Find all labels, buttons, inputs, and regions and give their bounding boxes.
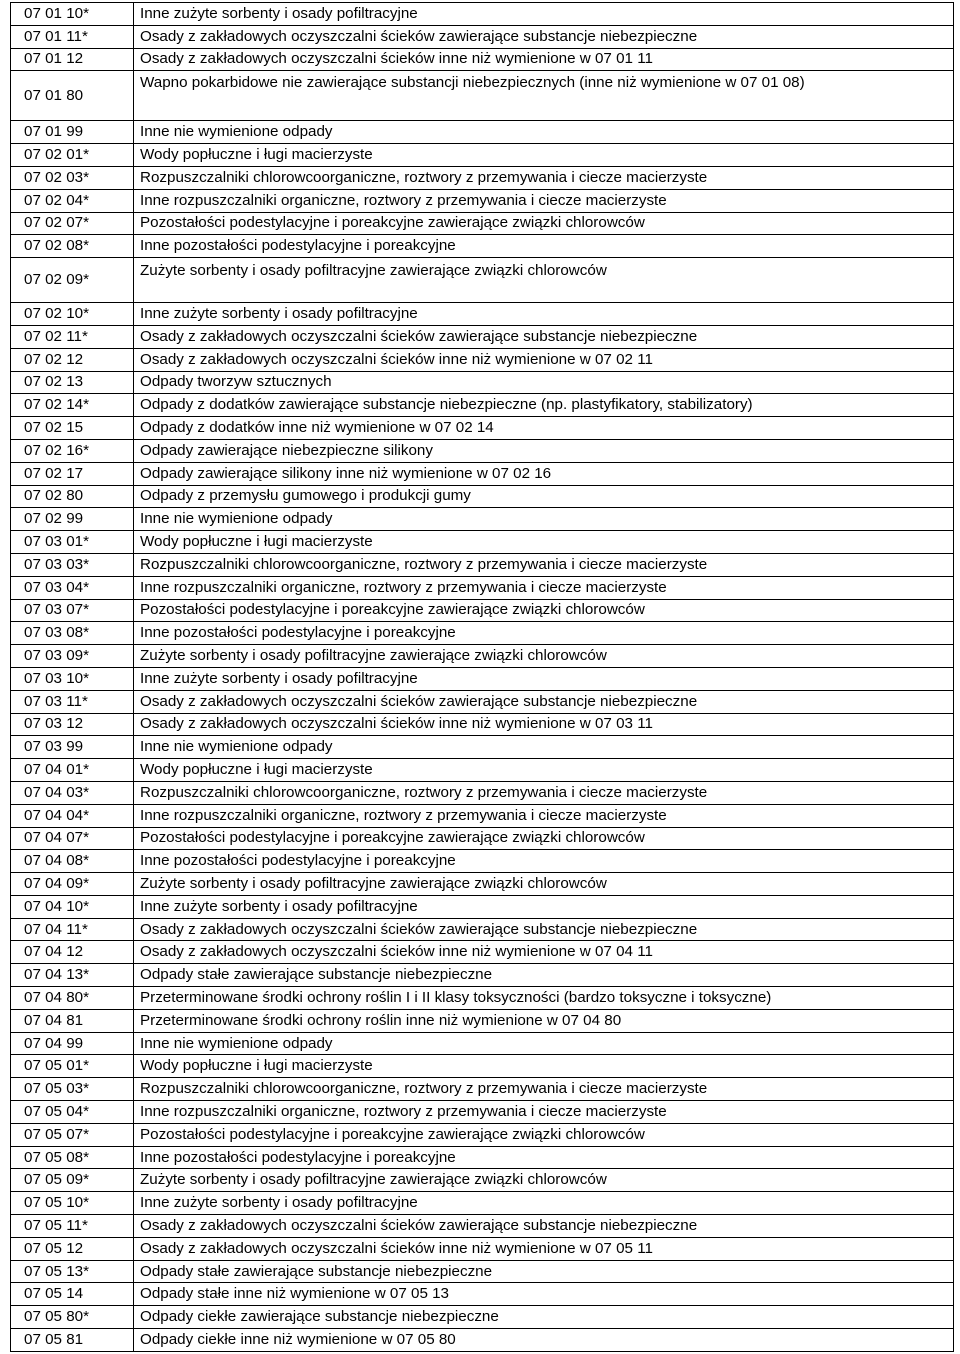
- table-row: [11, 599, 954, 622]
- waste-description-cell: Rozpuszczalniki chlorowcoorganiczne, roztwory z przemywania i ciecze macierzyste: [134, 166, 954, 189]
- table-row: [11, 371, 954, 394]
- table-row: [11, 645, 954, 668]
- table-row: [11, 1329, 954, 1352]
- waste-code-cell: 07 02 17: [11, 462, 134, 485]
- waste-code-cell: 07 05 08*: [11, 1146, 134, 1169]
- table-row: [11, 235, 954, 258]
- waste-code-cell: 07 02 16*: [11, 439, 134, 462]
- table-row: [11, 736, 954, 759]
- waste-code-cell: 07 01 12: [11, 48, 134, 71]
- waste-description-cell: Osady z zakładowych oczyszczalni ścieków inne niż wymienione w 07 01 11: [134, 48, 954, 71]
- waste-code-cell: 07 02 09*: [11, 258, 134, 303]
- waste-code-cell: 07 05 12: [11, 1237, 134, 1260]
- table-row: [11, 827, 954, 850]
- waste-code-cell: 07 05 01*: [11, 1055, 134, 1078]
- waste-code-cell: 07 03 99: [11, 736, 134, 759]
- waste-description-cell: Inne rozpuszczalniki organiczne, roztwory z przemywania i ciecze macierzyste: [134, 576, 954, 599]
- waste-code-cell: 07 04 11*: [11, 918, 134, 941]
- table-row: [11, 622, 954, 645]
- waste-code-cell: 07 02 80: [11, 485, 134, 508]
- waste-code-table-body: [11, 3, 954, 1352]
- waste-description-cell: Osady z zakładowych oczyszczalni ścieków zawierające substancje niebezpieczne: [134, 325, 954, 348]
- waste-code-cell: 07 02 13: [11, 371, 134, 394]
- waste-description-cell: Pozostałości podestylacyjne i poreakcyjne zawierające związki chlorowców: [134, 1123, 954, 1146]
- table-row: [11, 1283, 954, 1306]
- waste-code-cell: 07 04 12: [11, 941, 134, 964]
- waste-description-cell: Inne rozpuszczalniki organiczne, roztwory z przemywania i ciecze macierzyste: [134, 189, 954, 212]
- waste-description-cell: Osady z zakładowych oczyszczalni ścieków zawierające substancje niebezpieczne: [134, 690, 954, 713]
- table-row: [11, 987, 954, 1010]
- waste-code-cell: 07 03 04*: [11, 576, 134, 599]
- table-row: [11, 1169, 954, 1192]
- waste-description-cell: Pozostałości podestylacyjne i poreakcyjne zawierające związki chlorowców: [134, 212, 954, 235]
- table-row: [11, 1032, 954, 1055]
- waste-code-cell: 07 04 01*: [11, 759, 134, 782]
- table-row: [11, 121, 954, 144]
- table-row: [11, 690, 954, 713]
- table-row: [11, 439, 954, 462]
- waste-description-cell: Inne zużyte sorbenty i osady pofiltracyjne: [134, 1192, 954, 1215]
- waste-code-cell: 07 05 09*: [11, 1169, 134, 1192]
- waste-code-cell: 07 04 03*: [11, 781, 134, 804]
- waste-description-cell: Inne rozpuszczalniki organiczne, roztwory z przemywania i ciecze macierzyste: [134, 1101, 954, 1124]
- table-row: [11, 1306, 954, 1329]
- waste-description-cell: Pozostałości podestylacyjne i poreakcyjne zawierające związki chlorowców: [134, 827, 954, 850]
- waste-description-cell: Odpady stałe zawierające substancje niebezpieczne: [134, 1260, 954, 1283]
- waste-code-cell: 07 03 03*: [11, 553, 134, 576]
- waste-description-cell: Osady z zakładowych oczyszczalni ścieków inne niż wymienione w 07 02 11: [134, 348, 954, 371]
- table-row: [11, 941, 954, 964]
- table-row: [11, 48, 954, 71]
- waste-code-cell: 07 03 07*: [11, 599, 134, 622]
- waste-description-cell: Inne pozostałości podestylacyjne i poreakcyjne: [134, 622, 954, 645]
- waste-description-cell: Odpady stałe inne niż wymienione w 07 05 13: [134, 1283, 954, 1306]
- table-row: [11, 1078, 954, 1101]
- table-row: [11, 485, 954, 508]
- waste-code-cell: 07 05 03*: [11, 1078, 134, 1101]
- table-row: [11, 394, 954, 417]
- table-row: [11, 850, 954, 873]
- waste-description-cell: Inne pozostałości podestylacyjne i poreakcyjne: [134, 1146, 954, 1169]
- waste-code-cell: 07 04 13*: [11, 964, 134, 987]
- waste-description-cell: Inne pozostałości podestylacyjne i poreakcyjne: [134, 235, 954, 258]
- waste-description-cell: Przeterminowane środki ochrony roślin I i II klasy toksyczności (bardzo toksyczne i toksyczne): [134, 987, 954, 1010]
- waste-description-cell: Odpady tworzyw sztucznych: [134, 371, 954, 394]
- table-row: [11, 1101, 954, 1124]
- table-row: [11, 417, 954, 440]
- waste-description-cell: Osady z zakładowych oczyszczalni ścieków zawierające substancje niebezpieczne: [134, 25, 954, 48]
- waste-code-cell: 07 04 99: [11, 1032, 134, 1055]
- waste-description-cell: Rozpuszczalniki chlorowcoorganiczne, roztwory z przemywania i ciecze macierzyste: [134, 781, 954, 804]
- waste-code-cell: 07 02 14*: [11, 394, 134, 417]
- table-row: [11, 166, 954, 189]
- waste-description-cell: Odpady stałe zawierające substancje niebezpieczne: [134, 964, 954, 987]
- waste-description-cell: Inne pozostałości podestylacyjne i poreakcyjne: [134, 850, 954, 873]
- table-row: [11, 1215, 954, 1238]
- waste-description-cell: Inne zużyte sorbenty i osady pofiltracyjne: [134, 303, 954, 326]
- table-row: [11, 1260, 954, 1283]
- waste-code-cell: 07 05 81: [11, 1329, 134, 1352]
- waste-description-cell: Inne nie wymienione odpady: [134, 1032, 954, 1055]
- waste-description-cell: Inne nie wymienione odpady: [134, 508, 954, 531]
- waste-code-cell: 07 01 80: [11, 71, 134, 121]
- table-row: [11, 508, 954, 531]
- waste-description-cell: Wody popłuczne i ługi macierzyste: [134, 144, 954, 167]
- waste-description-cell: Inne zużyte sorbenty i osady pofiltracyjne: [134, 895, 954, 918]
- waste-description-cell: Odpady ciekłe inne niż wymienione w 07 05 80: [134, 1329, 954, 1352]
- table-row: [11, 1123, 954, 1146]
- table-row: [11, 895, 954, 918]
- waste-code-cell: 07 02 03*: [11, 166, 134, 189]
- waste-code-cell: 07 03 08*: [11, 622, 134, 645]
- table-row: [11, 713, 954, 736]
- table-row: [11, 1237, 954, 1260]
- waste-code-cell: 07 01 11*: [11, 25, 134, 48]
- waste-description-cell: Osady z zakładowych oczyszczalni ścieków inne niż wymienione w 07 04 11: [134, 941, 954, 964]
- waste-code-cell: 07 02 08*: [11, 235, 134, 258]
- waste-description-cell: Osady z zakładowych oczyszczalni ścieków inne niż wymienione w 07 03 11: [134, 713, 954, 736]
- waste-code-cell: 07 01 10*: [11, 3, 134, 26]
- waste-code-cell: 07 04 81: [11, 1009, 134, 1032]
- table-row: [11, 873, 954, 896]
- waste-description-cell: Inne nie wymienione odpady: [134, 121, 954, 144]
- table-row: [11, 531, 954, 554]
- table-row: [11, 303, 954, 326]
- waste-code-cell: 07 02 04*: [11, 189, 134, 212]
- waste-code-cell: 07 04 09*: [11, 873, 134, 896]
- waste-code-cell: 07 04 08*: [11, 850, 134, 873]
- waste-description-cell: Odpady z dodatków zawierające substancje niebezpieczne (np. plastyfikatory, stabilizatory): [134, 394, 954, 417]
- table-row: [11, 71, 954, 121]
- waste-description-cell: Wody popłuczne i ługi macierzyste: [134, 759, 954, 782]
- waste-code-cell: 07 05 10*: [11, 1192, 134, 1215]
- waste-code-cell: 07 01 99: [11, 121, 134, 144]
- table-row: [11, 1146, 954, 1169]
- waste-description-cell: Wapno pokarbidowe nie zawierające substancji niebezpiecznych (inne niż wymienione w 07 01 08): [134, 71, 954, 121]
- waste-description-cell: Odpady zawierające niebezpieczne silikony: [134, 439, 954, 462]
- table-row: [11, 348, 954, 371]
- waste-description-cell: Zużyte sorbenty i osady pofiltracyjne zawierające związki chlorowców: [134, 645, 954, 668]
- table-row: [11, 462, 954, 485]
- table-row: [11, 964, 954, 987]
- waste-code-cell: 07 03 12: [11, 713, 134, 736]
- table-row: [11, 1055, 954, 1078]
- waste-code-cell: 07 05 07*: [11, 1123, 134, 1146]
- waste-description-cell: Pozostałości podestylacyjne i poreakcyjne zawierające związki chlorowców: [134, 599, 954, 622]
- waste-code-cell: 07 04 10*: [11, 895, 134, 918]
- waste-description-cell: Rozpuszczalniki chlorowcoorganiczne, roztwory z przemywania i ciecze macierzyste: [134, 1078, 954, 1101]
- waste-description-cell: Inne nie wymienione odpady: [134, 736, 954, 759]
- waste-description-cell: Wody popłuczne i ługi macierzyste: [134, 531, 954, 554]
- waste-code-cell: 07 04 07*: [11, 827, 134, 850]
- table-row: [11, 1009, 954, 1032]
- waste-description-cell: Odpady zawierające silikony inne niż wymienione w 07 02 16: [134, 462, 954, 485]
- waste-description-cell: Osady z zakładowych oczyszczalni ścieków zawierające substancje niebezpieczne: [134, 918, 954, 941]
- table-row: [11, 258, 954, 303]
- table-row: [11, 212, 954, 235]
- waste-code-cell: 07 02 01*: [11, 144, 134, 167]
- table-row: [11, 553, 954, 576]
- waste-description-cell: Wody popłuczne i ługi macierzyste: [134, 1055, 954, 1078]
- table-row: [11, 576, 954, 599]
- waste-code-cell: 07 05 11*: [11, 1215, 134, 1238]
- waste-code-cell: 07 03 10*: [11, 667, 134, 690]
- waste-code-cell: 07 05 14: [11, 1283, 134, 1306]
- table-row: [11, 189, 954, 212]
- waste-code-cell: 07 03 01*: [11, 531, 134, 554]
- waste-description-cell: Osady z zakładowych oczyszczalni ścieków zawierające substancje niebezpieczne: [134, 1215, 954, 1238]
- waste-code-cell: 07 02 12: [11, 348, 134, 371]
- waste-description-cell: Zużyte sorbenty i osady pofiltracyjne zawierające związki chlorowców: [134, 1169, 954, 1192]
- table-row: [11, 667, 954, 690]
- waste-description-cell: Inne rozpuszczalniki organiczne, roztwory z przemywania i ciecze macierzyste: [134, 804, 954, 827]
- waste-code-cell: 07 04 04*: [11, 804, 134, 827]
- waste-code-cell: 07 02 15: [11, 417, 134, 440]
- table-row: [11, 144, 954, 167]
- waste-description-cell: Przeterminowane środki ochrony roślin inne niż wymienione w 07 04 80: [134, 1009, 954, 1032]
- waste-description-cell: Odpady z dodatków inne niż wymienione w 07 02 14: [134, 417, 954, 440]
- table-row: [11, 759, 954, 782]
- waste-code-cell: 07 02 07*: [11, 212, 134, 235]
- waste-description-cell: Zużyte sorbenty i osady pofiltracyjne zawierające związki chlorowców: [134, 873, 954, 896]
- waste-description-cell: Osady z zakładowych oczyszczalni ścieków inne niż wymienione w 07 05 11: [134, 1237, 954, 1260]
- table-row: [11, 1192, 954, 1215]
- waste-description-cell: Zużyte sorbenty i osady pofiltracyjne zawierające związki chlorowców: [134, 258, 954, 303]
- waste-code-cell: 07 02 11*: [11, 325, 134, 348]
- table-row: [11, 25, 954, 48]
- waste-code-cell: 07 05 80*: [11, 1306, 134, 1329]
- table-row: [11, 781, 954, 804]
- waste-code-cell: 07 03 11*: [11, 690, 134, 713]
- table-row: [11, 325, 954, 348]
- table-row: [11, 3, 954, 26]
- table-row: [11, 804, 954, 827]
- waste-description-cell: Inne zużyte sorbenty i osady pofiltracyjne: [134, 3, 954, 26]
- waste-description-cell: Inne zużyte sorbenty i osady pofiltracyjne: [134, 667, 954, 690]
- waste-description-cell: Odpady z przemysłu gumowego i produkcji gumy: [134, 485, 954, 508]
- waste-code-cell: 07 02 99: [11, 508, 134, 531]
- table-row: [11, 918, 954, 941]
- waste-description-cell: Rozpuszczalniki chlorowcoorganiczne, roztwory z przemywania i ciecze macierzyste: [134, 553, 954, 576]
- waste-code-cell: 07 02 10*: [11, 303, 134, 326]
- waste-code-cell: 07 04 80*: [11, 987, 134, 1010]
- waste-description-cell: Odpady ciekłe zawierające substancje niebezpieczne: [134, 1306, 954, 1329]
- waste-code-cell: 07 05 13*: [11, 1260, 134, 1283]
- waste-code-cell: 07 03 09*: [11, 645, 134, 668]
- waste-code-cell: 07 05 04*: [11, 1101, 134, 1124]
- waste-code-table: [10, 2, 954, 1352]
